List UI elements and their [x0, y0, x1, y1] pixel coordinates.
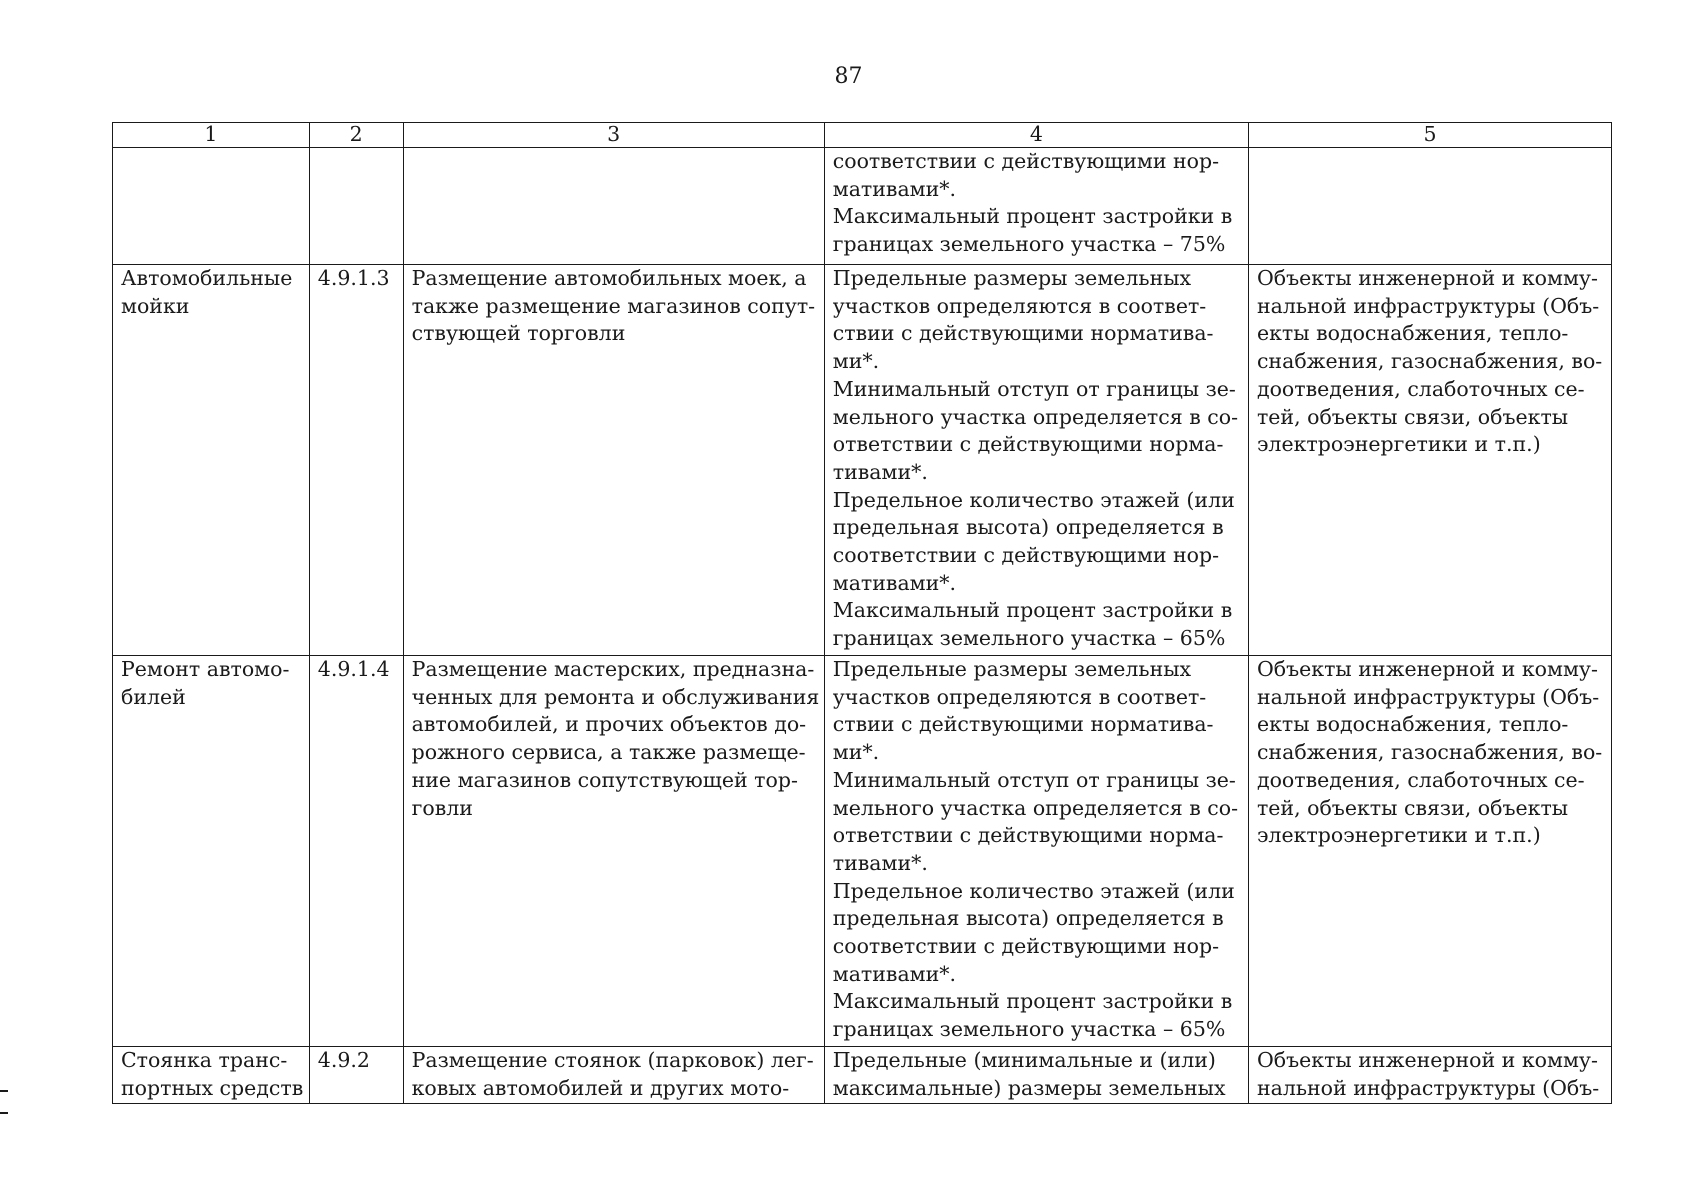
cell-text-line: екты водоснабжения, тепло-	[1256, 712, 1569, 737]
table-row	[113, 265, 1612, 656]
cell-text-line: нальной инфраструктуры (Объ-	[1256, 1075, 1600, 1100]
auxiliary-uses-cell	[1248, 1047, 1611, 1104]
use-code-cell	[309, 1047, 403, 1104]
cell-text-line: ответствии с действующими норма-	[832, 432, 1224, 457]
cell-text-line: ние магазинов сопутствующей тор-	[411, 767, 798, 792]
cell-text-line: предельная высота) определяется в	[832, 906, 1224, 931]
use-code-cell	[309, 265, 403, 656]
cell-text-line: электроэнергетики и т.п.)	[1256, 823, 1541, 848]
cell-text-line: доотведения, слаботочных се-	[1256, 767, 1585, 792]
parameters-cell	[824, 656, 1248, 1047]
parameters-cell	[824, 148, 1248, 265]
cell-text-line: ствии с действующими норматива-	[832, 712, 1214, 737]
cell-text-line: участков определяются в соответ-	[832, 684, 1207, 709]
cell-text-line: Максимальный процент застройки в	[832, 598, 1233, 623]
column-header-4: 4	[824, 123, 1248, 148]
column-header-2: 2	[309, 123, 403, 148]
cell-text-line: мельного участка определяется в со-	[832, 404, 1239, 429]
cell-text-line: тивами*.	[832, 850, 928, 875]
parameters-cell	[824, 265, 1248, 656]
use-name-cell	[113, 148, 310, 265]
cell-text-line: предельная высота) определяется в	[832, 515, 1224, 540]
parameters-cell	[824, 1047, 1248, 1104]
cell-text-line: электроэнергетики и т.п.)	[1256, 432, 1541, 457]
margin-mark-lower	[0, 1112, 8, 1114]
cell-text-line: Объекты инженерной и комму-	[1256, 1048, 1598, 1072]
auxiliary-uses-cell	[1248, 148, 1611, 265]
table-row	[113, 148, 1612, 265]
use-description-cell	[403, 148, 824, 265]
cell-text-line: снабжения, газоснабжения, во-	[1256, 349, 1603, 374]
cell-text-line: тей, объекты связи, объекты	[1256, 795, 1569, 820]
cell-text-line: Автомобильные	[121, 266, 293, 290]
cell-text-line: мативами*.	[832, 176, 957, 201]
cell-text-line: Объекты инженерной и комму-	[1256, 266, 1598, 290]
cell-text-line: мативами*.	[832, 570, 957, 595]
cell-text-line: нальной инфраструктуры (Объ-	[1256, 684, 1600, 709]
auxiliary-uses-cell	[1248, 265, 1611, 656]
cell-text-line: Размещение стоянок (парковок) лег-	[411, 1048, 814, 1072]
cell-text-line: границах земельного участка – 75%	[832, 232, 1226, 257]
cell-text-line: тивами*.	[832, 459, 928, 484]
cell-text-line: мативами*.	[832, 961, 957, 986]
column-header-3: 3	[403, 123, 824, 148]
use-description-cell	[403, 656, 824, 1047]
cell-text-line: соответствии с действующими нор-	[832, 934, 1220, 959]
cell-text-line: соответствии с действующими нор-	[832, 149, 1220, 173]
cell-text-line: Максимальный процент застройки в	[832, 204, 1233, 229]
cell-text-line: Предельные размеры земельных	[832, 266, 1192, 290]
cell-text-line: доотведения, слаботочных се-	[1256, 376, 1585, 401]
cell-text-line: ответствии с действующими норма-	[832, 823, 1224, 848]
cell-text-line: снабжения, газоснабжения, во-	[1256, 740, 1603, 765]
cell-text-line: ковых автомобилей и других мото-	[411, 1075, 790, 1100]
cell-text-line: тей, объекты связи, объекты	[1256, 404, 1569, 429]
cell-text-line: 4.9.1.4	[317, 657, 390, 681]
table-header-row	[113, 123, 1612, 148]
cell-text-line: екты водоснабжения, тепло-	[1256, 321, 1569, 346]
use-description-cell	[403, 265, 824, 656]
cell-text-line: Размещение автомобильных моек, а	[411, 266, 807, 290]
cell-text-line: соответствии с действующими нор-	[832, 543, 1220, 568]
column-header-1: 1	[113, 123, 310, 148]
cell-text-line: ствии с действующими норматива-	[832, 321, 1214, 346]
cell-text-line: говли	[411, 795, 473, 820]
cell-text-line: участков определяются в соответ-	[832, 293, 1207, 318]
cell-text-line: Объекты инженерной и комму-	[1256, 657, 1598, 681]
use-code-cell	[309, 656, 403, 1047]
land-use-table	[112, 122, 1612, 1104]
cell-text-line: Максимальный процент застройки в	[832, 989, 1233, 1014]
cell-text-line: Предельное количество этажей (или	[832, 487, 1235, 512]
cell-text-line: Предельные (минимальные и (или)	[832, 1048, 1216, 1072]
page-number: 87	[834, 64, 863, 89]
cell-text-line: мойки	[121, 293, 190, 318]
margin-mark-upper	[0, 1090, 8, 1092]
cell-text-line: ствующей торговли	[411, 321, 626, 346]
use-name-cell	[113, 656, 310, 1047]
table-row	[113, 1047, 1612, 1104]
auxiliary-uses-cell	[1248, 656, 1611, 1047]
use-name-cell	[113, 1047, 310, 1104]
cell-text-line: 4.9.2	[317, 1048, 370, 1072]
cell-text-line: Предельное количество этажей (или	[832, 878, 1235, 903]
cell-text-line: портных средств	[121, 1075, 304, 1100]
cell-text-line: 4.9.1.3	[317, 266, 390, 290]
cell-text-line: границах земельного участка – 65%	[832, 1017, 1226, 1042]
cell-text-line: Ремонт автомо-	[121, 657, 290, 681]
table-row	[113, 656, 1612, 1047]
cell-text-line: Стоянка транс-	[121, 1048, 288, 1072]
cell-text-line: также размещение магазинов сопут-	[411, 293, 816, 318]
cell-text-line: автомобилей, и прочих объектов до-	[411, 712, 807, 737]
cell-text-line: Размещение мастерских, предназна-	[411, 657, 815, 681]
cell-text-line: ченных для ремонта и обслуживания	[411, 684, 820, 709]
cell-text-line: Предельные размеры земельных	[832, 657, 1192, 681]
cell-text-line: рожного сервиса, а также размеще-	[411, 740, 806, 765]
cell-text-line: границах земельного участка – 65%	[832, 626, 1226, 651]
cell-text-line: мельного участка определяется в со-	[832, 795, 1239, 820]
use-description-cell	[403, 1047, 824, 1104]
use-name-cell	[113, 265, 310, 656]
cell-text-line: билей	[121, 684, 186, 709]
cell-text-line: максимальные) размеры земельных	[832, 1075, 1226, 1100]
cell-text-line: нальной инфраструктуры (Объ-	[1256, 293, 1600, 318]
column-header-5: 5	[1248, 123, 1611, 148]
cell-text-line: ми*.	[832, 740, 880, 765]
cell-text-line: Минимальный отступ от границы зе-	[832, 767, 1236, 792]
cell-text-line: Минимальный отступ от границы зе-	[832, 376, 1236, 401]
cell-text-line: ми*.	[832, 349, 880, 374]
use-code-cell	[309, 148, 403, 265]
